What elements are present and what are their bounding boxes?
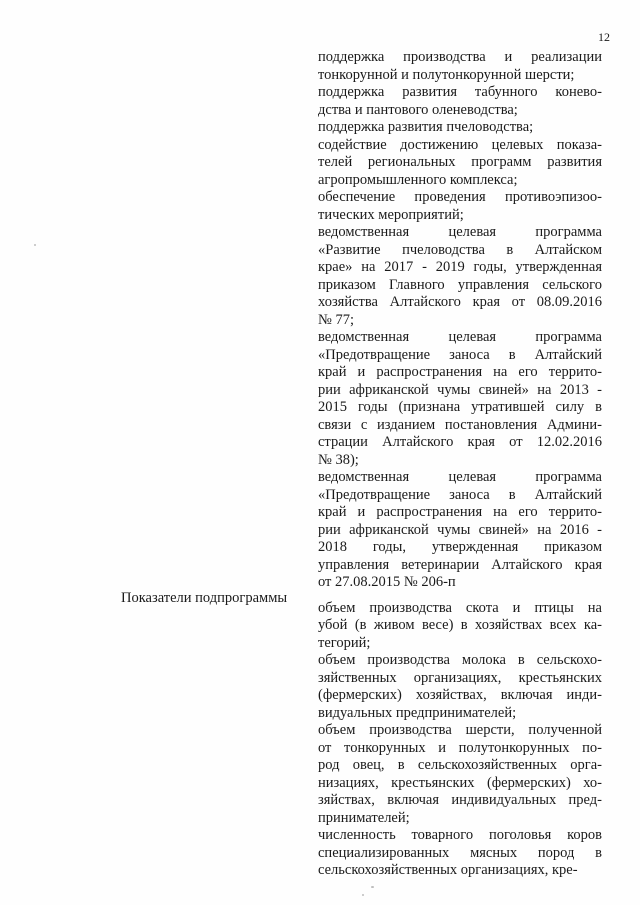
scan-speck: [362, 894, 364, 896]
text-line: дства и пантового оленеводства;: [318, 101, 518, 118]
text-line: поддержка развития пчеловодства;: [318, 119, 534, 135]
text-line: объем производства молока в сельскохо-: [318, 652, 602, 668]
indicators-text-block: [318, 600, 602, 880]
text-line: край и распространения на его террито-: [318, 364, 602, 380]
text-line: «Предотвращение заноса в Алтайский: [318, 346, 602, 363]
text-line: управления ветеринарии Алтайского края: [318, 556, 602, 573]
text-line: ведомственная целевая программа: [318, 469, 602, 485]
text-line: № 77;: [318, 311, 354, 328]
text-line: приказом Главного управления сельского: [318, 276, 602, 293]
text-line: видуальных предпринимателей;: [318, 704, 517, 721]
text-line: ведомственная целевая программа: [318, 329, 602, 345]
measures-text-block: [318, 49, 602, 592]
text-line: край и распространения на его террито-: [318, 504, 602, 520]
text-line: № 38);: [318, 451, 359, 468]
page-number: 12: [598, 30, 610, 44]
text-line: рии африканской чумы свиней» на 2016 -: [318, 521, 602, 538]
text-line: агропромышленного комплекса;: [318, 171, 518, 188]
text-line: зяйственных организациях, крестьянских: [318, 669, 602, 686]
text-line: тегорий;: [318, 634, 371, 651]
text-line: 2018 годы, утвержденная приказом: [318, 539, 602, 555]
text-line: страции Алтайского края от 12.02.2016: [318, 434, 602, 450]
text-line: «Развитие пчеловодства в Алтайском: [318, 241, 602, 258]
text-line: (фермерских) хозяйствах, включая инди-: [318, 687, 602, 703]
text-line: ведомственная целевая программа: [318, 224, 602, 240]
text-line: содействие достижению целевых показа-: [318, 136, 602, 153]
text-line: крае» на 2017 - 2019 годы, утвержденная: [318, 259, 602, 275]
text-line: зяйствах, включая индивидуальных пред-: [318, 792, 602, 808]
text-line: принимателей;: [318, 809, 410, 826]
text-line: телей региональных программ развития: [318, 154, 602, 170]
text-line: связи с изданием постановления Админи-: [318, 416, 602, 433]
text-line: поддержка развития табунного конево-: [318, 84, 602, 100]
text-line: специализированных мясных пород в: [318, 844, 602, 861]
text-line: поддержка производства и реализации: [318, 49, 602, 65]
text-line: тических мероприятий;: [318, 206, 464, 223]
right-column-text: [318, 49, 602, 880]
text-line: от тонкорунных и полутонкорунных по-: [318, 739, 602, 756]
text-line: тонкорунной и полутонкорунной шерсти;: [318, 66, 575, 83]
text-line: низациях, крестьянских (фермерских) хо-: [318, 774, 602, 791]
block-gap: [318, 592, 602, 600]
text-line: обеспечение проведения противоэпизоо-: [318, 189, 602, 205]
scan-speck: [34, 244, 36, 246]
text-line: объем производства шерсти, полученной: [318, 722, 602, 738]
text-line: хозяйства Алтайского края от 08.09.2016: [318, 294, 602, 310]
section-label-indicators: Показатели подпрограммы: [121, 590, 288, 606]
text-line: убой (в живом весе) в хозяйствах всех ка-: [318, 617, 602, 633]
text-line: численность товарного поголовья коров: [318, 827, 602, 843]
text-line: «Предотвращение заноса в Алтайский: [318, 486, 602, 503]
text-line: рии африканской чумы свиней» на 2013 -: [318, 381, 602, 398]
text-line: от 27.08.2015 № 206-п: [318, 574, 456, 590]
text-line: 2015 годы (признана утратившей силу в: [318, 399, 602, 415]
text-line: род овец, в сельскохозяйственных орга-: [318, 757, 602, 773]
text-line: сельскохозяйственных организациях, кре-: [318, 862, 578, 878]
text-line: объем производства скота и птицы на: [318, 599, 602, 616]
scan-speck: [371, 886, 374, 888]
